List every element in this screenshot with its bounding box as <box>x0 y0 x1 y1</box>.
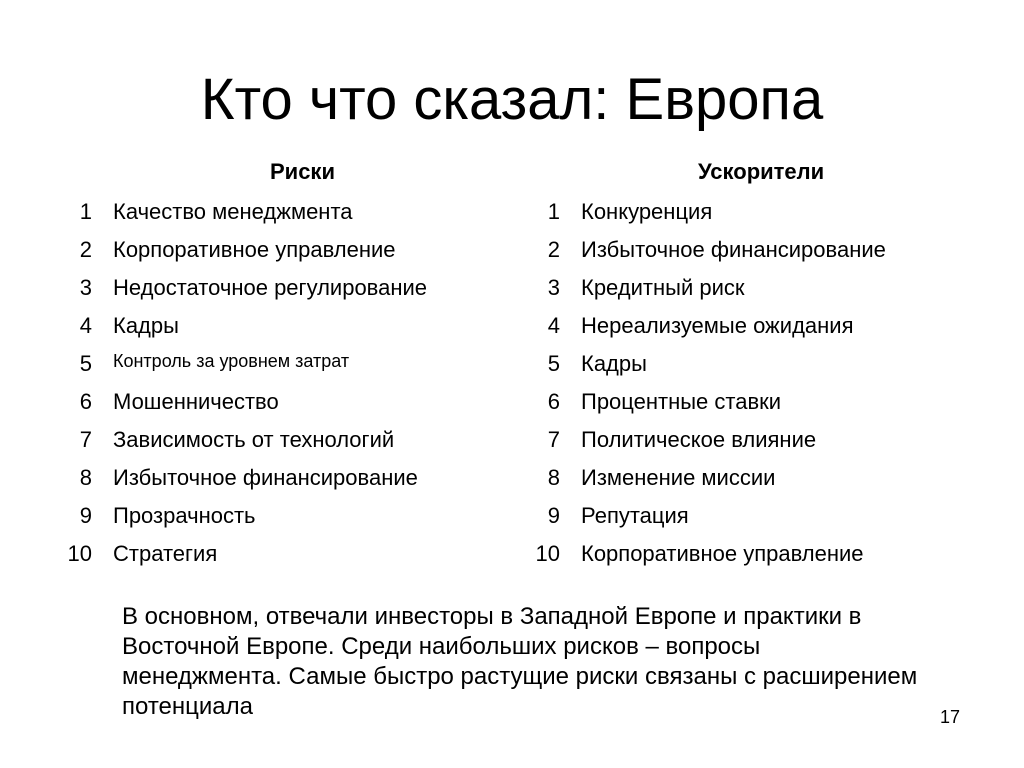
risk-rank: 4 <box>79 313 92 338</box>
accelerator-item <box>520 421 886 459</box>
risk-label: Стратегия <box>113 541 218 566</box>
accelerator-label: Корпоративное управление <box>581 541 864 566</box>
accelerators-column-header: Ускорители <box>698 159 825 184</box>
risk-rank: 9 <box>79 503 92 528</box>
accelerator-item <box>520 269 886 307</box>
risk-label: Зависимость от технологий <box>113 427 395 452</box>
accelerator-rank: 1 <box>547 199 560 224</box>
summary-text: В основном, отвечали инвесторы в Западной Европе и практики в Восточной Европе. Среди наибольших рисков – вопросы менеджмента. Самые быстро растущие риски связаны с расширением потенциала <box>122 603 918 720</box>
risks-column-header: Риски <box>270 159 335 184</box>
risk-rank: 8 <box>79 465 92 490</box>
risk-item <box>52 421 427 459</box>
accelerator-item <box>520 535 886 573</box>
risk-item <box>52 193 427 231</box>
accelerator-label: Конкуренция <box>581 199 713 224</box>
accelerator-label: Изменение миссии <box>581 465 776 490</box>
risk-label: Корпоративное управление <box>113 237 396 262</box>
accelerator-item <box>520 383 886 421</box>
risk-item <box>52 307 427 345</box>
risk-label: Контроль за уровнем затрат <box>113 350 350 371</box>
risk-rank: 2 <box>79 237 92 262</box>
risk-item <box>52 231 427 269</box>
risk-rank: 6 <box>79 389 92 414</box>
risk-label: Кадры <box>113 313 179 338</box>
accelerator-item <box>520 345 886 383</box>
risk-label: Мошенничество <box>113 389 279 414</box>
accelerator-rank: 4 <box>547 313 560 338</box>
accelerator-item <box>520 459 886 497</box>
accelerator-rank: 9 <box>547 503 560 528</box>
accelerator-label: Политическое влияние <box>581 427 817 452</box>
accelerator-rank: 6 <box>547 389 560 414</box>
risk-rank: 5 <box>79 351 92 376</box>
risk-rank: 1 <box>79 199 92 224</box>
risk-item <box>52 383 427 421</box>
slide-title: Кто что сказал: Европа <box>200 67 824 132</box>
accelerator-label: Процентные ставки <box>581 389 782 414</box>
accelerator-rank: 7 <box>547 427 560 452</box>
accelerator-item <box>520 307 886 345</box>
accelerator-label: Нереализуемые ожидания <box>581 313 854 338</box>
page-number: 17 <box>940 707 961 727</box>
accelerator-label: Избыточное финансирование <box>581 237 886 262</box>
accelerator-rank: 5 <box>547 351 560 376</box>
risk-label: Качество менеджмента <box>113 199 353 224</box>
risk-rank: 7 <box>79 427 92 452</box>
accelerators-list <box>520 193 886 573</box>
accelerator-rank: 10 <box>535 541 560 566</box>
risk-item <box>52 345 427 383</box>
risk-label: Прозрачность <box>113 503 256 528</box>
accelerator-label: Кадры <box>581 351 647 376</box>
accelerator-label: Кредитный риск <box>581 275 745 300</box>
accelerator-item <box>520 497 886 535</box>
risk-label: Недостаточное регулирование <box>113 275 428 300</box>
risk-item <box>52 269 427 307</box>
risks-list <box>52 193 427 573</box>
risk-label: Избыточное финансирование <box>113 465 418 490</box>
risk-item <box>52 497 427 535</box>
risk-item <box>52 535 427 573</box>
accelerator-item <box>520 193 886 231</box>
risk-rank: 3 <box>79 275 92 300</box>
accelerator-label: Репутация <box>581 503 689 528</box>
risk-rank: 10 <box>67 541 92 566</box>
accelerator-rank: 2 <box>547 237 560 262</box>
accelerator-rank: 8 <box>547 465 560 490</box>
accelerator-item <box>520 231 886 269</box>
risk-item <box>52 459 427 497</box>
accelerator-rank: 3 <box>547 275 560 300</box>
